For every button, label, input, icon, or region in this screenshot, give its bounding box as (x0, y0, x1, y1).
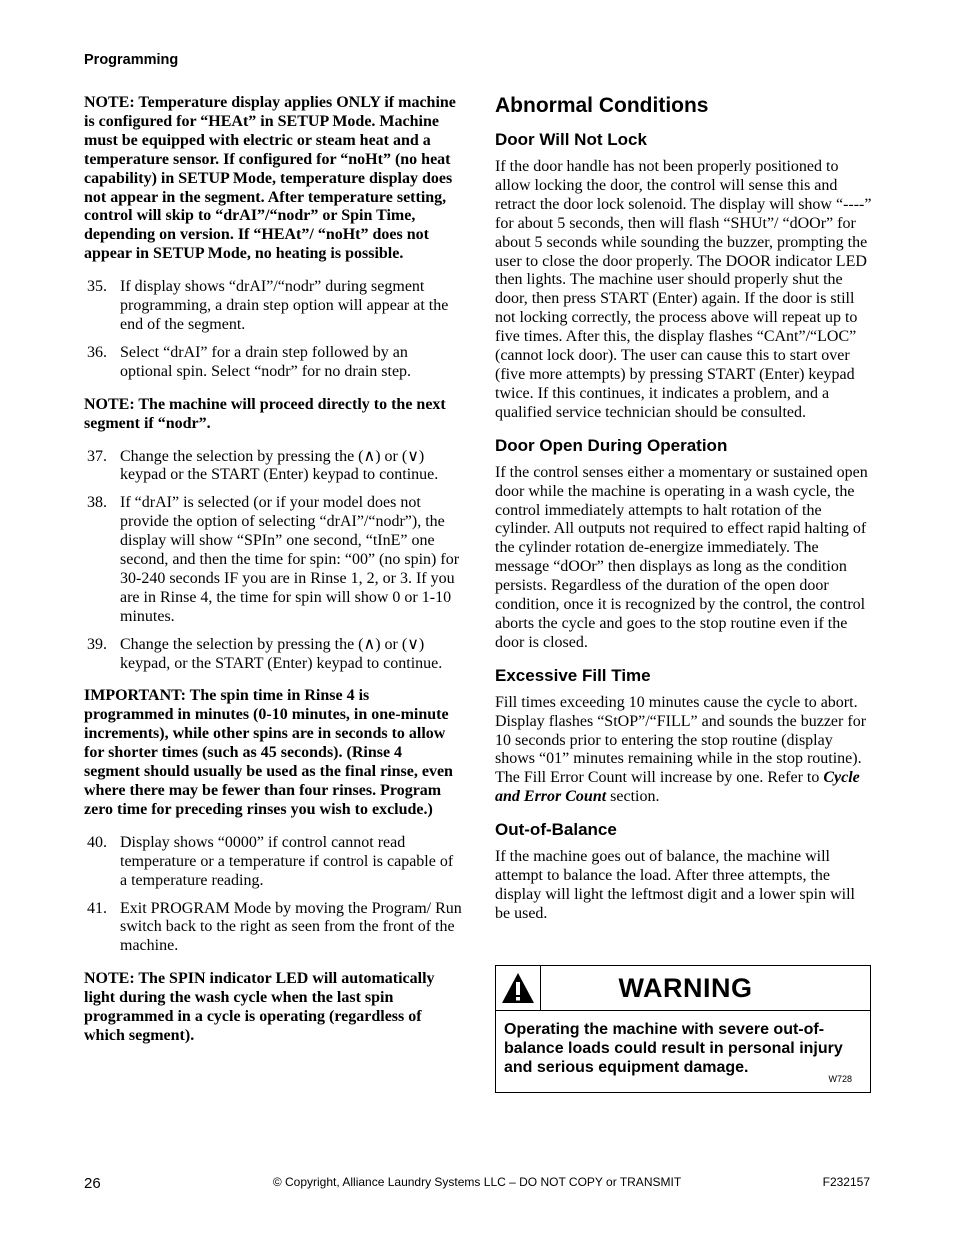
page-number: 26 (84, 1175, 101, 1192)
section-title: Abnormal Conditions (495, 94, 709, 117)
subsection-title: Door Will Not Lock (495, 130, 647, 149)
cross-reference: Cycle and Error Count (495, 769, 860, 806)
item-number: 40. (87, 833, 107, 851)
document-number: F232157 (822, 1175, 870, 1189)
item-number: 38. (87, 494, 107, 512)
section-header: Programming (84, 52, 179, 68)
item-text: Change the selection by pressing the (∧) or (∨) keypad or the START (Enter) keypad to continue. (120, 447, 439, 484)
warning-box (495, 965, 871, 1093)
item-number: 36. (87, 343, 107, 361)
item-number: 41. (87, 899, 107, 917)
right-column (495, 94, 873, 936)
item-text: Select “drAI” for a drain step followed by an optional spin. Select “nodr” for no drain step. (120, 343, 412, 380)
item-text: If display shows “drAI”/“nodr” during segment programming, a drain step option will appear at the end of the segment. (120, 278, 449, 333)
warning-triangle-icon (496, 966, 541, 1010)
subsection-title: Excessive Fill Time (495, 665, 651, 685)
paragraph: If the control senses either a momentary or sustained open door while the machine is operating in a wash cycle, the control immediately attempts to halt rotation of the cylinder. All outputs not required to effect rapid halting of the cylinder rotation de-energize immediately. The message “dOOr” then displays as long as the condition persists. Regardless of the duration of the open door condition, once it is recognized by the control, the control aborts the cycle and goes to the stop routine even if the door is closed. (495, 463, 868, 651)
list-item (84, 900, 462, 957)
left-column (84, 94, 462, 1060)
item-number: 35. (87, 278, 107, 296)
warning-text: Operating the machine with severe out-of-balance loads could result in personal injury and serious equipment damage. (504, 1021, 843, 1076)
paragraph: If the machine goes out of balance, the machine will attempt to balance the load. After three attempts, the display will light the leftmost digit and a lower spin will be used. (495, 848, 855, 922)
paragraph-text: section. (606, 788, 660, 806)
note-spin-led: NOTE: The SPIN indicator LED will automatically light during the wash cycle when the last spin programmed in a cycle is operating (regardless of which segment). (84, 970, 435, 1044)
item-text: Change the selection by pressing the (∧) or (∨) keypad, or the START (Enter) keypad to continue. (120, 635, 443, 672)
paragraph: If the door handle has not been properly positioned to allow locking the door, the control will sense this and retract the door lock solenoid. The display will show “----” for about 5 seconds, then will flash “SHUt”/ “dOOr” for about 5 seconds while sounding the buzzer, prompting the user to close the door properly. The DOOR indicator LED then lights. The machine user should properly shut the door, then press START (Enter) again. If the door is still not locking correctly, the process above will repeat up to five times. After this, the display flashes “CAnt”/“LOC” (cannot lock door). The user can cause this to start over (five more attempts) by pressing START (Enter) keypad twice. If this continues, it indicates a problem, and a qualified service technician should be consulted. (495, 158, 872, 421)
item-number: 37. (87, 447, 107, 465)
note-nodr: NOTE: The machine will proceed directly to the next segment if “nodr”. (84, 395, 446, 432)
list-item (84, 494, 462, 626)
paragraph-text: Fill times exceeding 10 minutes cause the cycle to abort. Display flashes “StOP”/“FILL” and sounds the buzzer for 10 seconds prior to entering the stop routine (display shows “01” minutes remaining while in the stop routine). The Fill Error Count will increase by one. Refer to (495, 693, 867, 787)
subsection-title: Out-of-Balance (495, 820, 617, 840)
item-number: 39. (87, 635, 107, 653)
warning-code: W728 (828, 1074, 852, 1084)
item-text: Display shows “0000” if control cannot read temperature or a temperature if control is capable of a temperature reading. (120, 833, 454, 889)
list-item (84, 278, 462, 335)
subsection-title: Door Open During Operation (495, 435, 728, 455)
item-text: If “drAI” is selected (or if your model does not provide the option of selecting “drAI”/“nodr”), the display will show “SPIn” one second, “tInE” one second, and then the time for spin: “00” (no spin) for 30-240 seconds IF you are in Rinse 1, 2, or 3. If you are in Rinse 4, the time for spin will show 0 or 1-10 minutes. (120, 494, 460, 625)
warning-header (496, 966, 870, 1011)
paragraph (495, 694, 873, 807)
list-item (84, 448, 462, 486)
important-note: IMPORTANT: The spin time in Rinse 4 is programmed in minutes (0-10 minutes, in one-minute increments), while other spins are in seconds to allow for shorter times (such as 45 seconds). (Rinse 4 segment should usually be used as the final rinse, even where there may be fewer than four rinses. Program zero time for preceding rinses you wish to exclude.) (84, 687, 453, 818)
note-temperature: NOTE: Temperature display applies ONLY if machine is configured for “HEAt” in SETUP Mode. Machine must be equipped with electric or steam heat and a temperature sensor. If configured for “noHt” (no heat capability) in SETUP Mode, temperature display does not appear in the segment. After temperature setting, control will skip to “drAI”/“nodr” or Spin Time, depending on version. If “HEAt”/ “noHt” does not appear in SETUP Mode, no heating is possible. (84, 94, 456, 263)
warning-title: WARNING (618, 972, 753, 1003)
item-text: Exit PROGRAM Mode by moving the Program/ Run switch back to the right as seen from the front of the machine. (120, 899, 462, 955)
list-item (84, 834, 462, 891)
list-item (84, 636, 462, 674)
footer-copyright: © Copyright, Alliance Laundry Systems LLC – DO NOT COPY or TRANSMIT (272, 1175, 682, 1189)
list-item (84, 344, 462, 382)
